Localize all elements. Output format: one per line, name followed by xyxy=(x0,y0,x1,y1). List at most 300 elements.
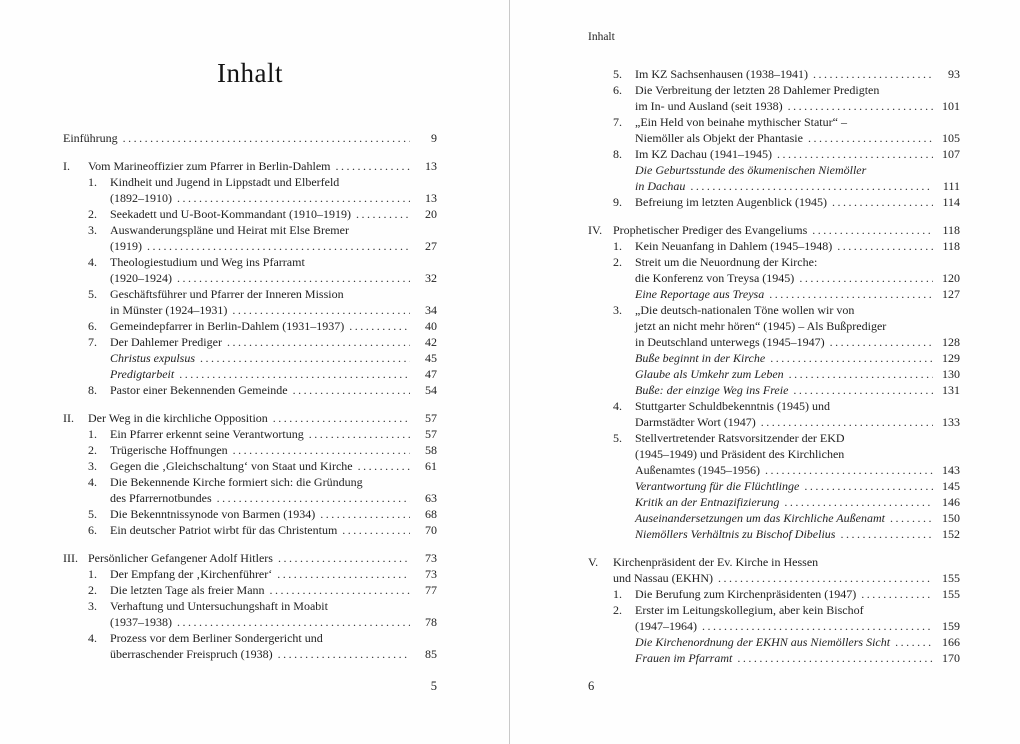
toc-entry-title: Niemöllers Verhältnis zu Bischof Dibelius xyxy=(635,527,836,541)
dot-leader xyxy=(320,506,410,522)
toc-entry-title: Verantwortung für die Flüchtlinge xyxy=(635,479,800,493)
toc-entries-right xyxy=(588,66,960,666)
toc-line xyxy=(635,66,960,82)
dot-leader xyxy=(227,334,410,350)
toc-line xyxy=(613,554,960,570)
toc-entry-title: überraschender Freispruch (1938) xyxy=(110,647,273,661)
toc-page-number: 73 xyxy=(425,551,437,565)
toc-entry xyxy=(63,334,437,350)
dot-leader xyxy=(799,270,933,286)
toc-line xyxy=(88,550,437,566)
toc-entry-number: 2. xyxy=(88,443,97,457)
toc-page-number: 114 xyxy=(942,195,960,209)
toc-entry xyxy=(63,130,437,146)
toc-entry-title: Persönlicher Gefangener Adolf Hitlers xyxy=(88,551,273,565)
toc-entry-title: Die Bekenntnissynode von Barmen (1934) xyxy=(110,507,316,521)
toc-entry-title: Prozess vor dem Berliner Sondergericht und xyxy=(110,631,323,645)
dot-leader xyxy=(861,586,933,602)
toc-page-number: 155 xyxy=(942,571,960,585)
dot-leader xyxy=(718,570,933,586)
toc-line xyxy=(635,446,960,462)
toc-entry xyxy=(63,426,437,442)
toc-entry-title: Verhaftung und Untersuchungshaft in Moabit xyxy=(110,599,328,613)
toc-entry-title: Die Geburtsstunde des ökumenischen Niemöller xyxy=(635,163,867,177)
toc-line xyxy=(110,238,437,254)
toc-entry-title: Im KZ Dachau (1941–1945) xyxy=(635,147,772,161)
toc-page-number: 57 xyxy=(425,411,437,425)
toc-line xyxy=(635,318,960,334)
toc-page-number: 47 xyxy=(425,367,437,381)
toc-page-number: 155 xyxy=(942,587,960,601)
toc-line xyxy=(635,586,960,602)
toc-line xyxy=(110,442,437,458)
toc-line xyxy=(635,526,960,542)
toc-entry xyxy=(588,146,960,162)
toc-page-number: 118 xyxy=(942,223,960,237)
toc-page-number: 107 xyxy=(942,147,960,161)
toc-entry xyxy=(63,318,437,334)
toc-entry-title: Pastor einer Bekennenden Gemeinde xyxy=(110,383,288,397)
toc-line xyxy=(88,158,437,174)
toc-entry-title: Die Verbreitung der letzten 28 Dahlemer Predigten xyxy=(635,83,880,97)
toc-entry xyxy=(588,602,960,634)
toc-page-number: 143 xyxy=(942,463,960,477)
toc-entry-number: 2. xyxy=(613,603,622,617)
dot-leader xyxy=(179,366,410,382)
toc-entry-title: Befreiung im letzten Augenblick (1945) xyxy=(635,195,827,209)
dot-leader xyxy=(356,206,410,222)
toc-line xyxy=(635,398,960,414)
toc-page-number: 101 xyxy=(942,99,960,113)
toc-line xyxy=(613,222,960,238)
toc-title: Inhalt xyxy=(217,58,283,88)
toc-entry-number: 3. xyxy=(613,303,622,317)
toc-entry-number: 5. xyxy=(613,431,622,445)
dot-leader xyxy=(761,414,933,430)
toc-line xyxy=(635,414,960,430)
toc-line xyxy=(635,494,960,510)
toc-entry-number: 1. xyxy=(88,567,97,581)
toc-line xyxy=(635,350,960,366)
toc-entry xyxy=(588,162,960,194)
toc-entry-title: „Die deutsch-nationalen Töne wollen wir von xyxy=(635,303,855,317)
toc-line xyxy=(110,270,437,286)
dot-leader xyxy=(895,634,933,650)
toc-entry-title: (1892–1910) xyxy=(110,191,172,205)
toc-line xyxy=(110,206,437,222)
toc-entry-number: 6. xyxy=(88,523,97,537)
toc-entry-title: Frauen im Pfarramt xyxy=(635,651,733,665)
toc-entry-number: III. xyxy=(63,551,78,565)
toc-entry-title: in Dachau xyxy=(635,179,686,193)
toc-entry-title: Vom Marineoffizier zum Pfarrer in Berlin-Dahlem xyxy=(88,159,331,173)
toc-page-number: 13 xyxy=(425,191,437,205)
toc-line xyxy=(635,194,960,210)
dot-leader xyxy=(789,366,933,382)
dot-leader xyxy=(788,98,933,114)
toc-entry-title: Kein Neuanfang in Dahlem (1945–1948) xyxy=(635,239,833,253)
toc-entry-title: die Konferenz von Treysa (1945) xyxy=(635,271,795,285)
dot-leader xyxy=(217,490,410,506)
toc-page-number: 145 xyxy=(942,479,960,493)
toc-entry xyxy=(63,566,437,582)
toc-line xyxy=(110,334,437,350)
toc-entry-number: 3. xyxy=(88,223,97,237)
toc-page-number: 130 xyxy=(942,367,960,381)
toc-entry-number: 2. xyxy=(88,207,97,221)
toc-entry-number: I. xyxy=(63,159,70,173)
toc-entry-title: in Münster (1924–1931) xyxy=(110,303,228,317)
toc-entry-title: Gegen die ‚Gleichschaltung‘ von Staat und Kirche xyxy=(110,459,353,473)
toc-line xyxy=(110,630,437,646)
toc-entry-title: (1947–1964) xyxy=(635,619,697,633)
toc-entry xyxy=(588,586,960,602)
toc-entry-title: Der Empfang der ‚Kirchenführer‘ xyxy=(110,567,273,581)
toc-entry-title: Geschäftsführer und Pfarrer der Inneren Mission xyxy=(110,287,344,301)
dot-leader xyxy=(273,410,410,426)
toc-entry xyxy=(63,458,437,474)
toc-entry-number: 2. xyxy=(613,255,622,269)
toc-page-number: 133 xyxy=(942,415,960,429)
dot-leader xyxy=(342,522,410,538)
toc-page-number: 127 xyxy=(942,287,960,301)
toc-entry xyxy=(588,302,960,350)
toc-line xyxy=(110,506,437,522)
toc-entry xyxy=(588,254,960,286)
toc-entry xyxy=(588,382,960,398)
toc-page-number: 166 xyxy=(942,635,960,649)
toc-entry-number: 8. xyxy=(613,147,622,161)
toc-entry-title: Streit um die Neuordnung der Kirche: xyxy=(635,255,818,269)
toc-entry-title: Glaube als Umkehr zum Leben xyxy=(635,367,784,381)
toc-entry-title: Prophetischer Prediger des Evangeliums xyxy=(613,223,808,237)
toc-page-number: 32 xyxy=(425,271,437,285)
toc-entry-number: V. xyxy=(588,555,599,569)
toc-entry xyxy=(588,114,960,146)
dot-leader xyxy=(293,382,410,398)
toc-entry xyxy=(588,554,960,586)
toc-line xyxy=(635,602,960,618)
toc-line xyxy=(635,254,960,270)
toc-page-number: 40 xyxy=(425,319,437,333)
toc-entry-title: Christus expulsus xyxy=(110,351,196,365)
toc-entry xyxy=(588,478,960,494)
toc-entry-number: 1. xyxy=(88,175,97,189)
toc-entry xyxy=(588,634,960,650)
toc-entry-title: im In- und Ausland (seit 1938) xyxy=(635,99,783,113)
toc-entry-title: Buße beginnt in der Kirche xyxy=(635,351,766,365)
toc-line xyxy=(635,82,960,98)
toc-line xyxy=(635,162,960,178)
toc-entry-title: Predigtarbeit xyxy=(110,367,175,381)
toc-line xyxy=(635,634,960,650)
dot-leader xyxy=(177,270,410,286)
toc-entry-number: 8. xyxy=(88,383,97,397)
toc-entry-title: Ein Pfarrer erkennt seine Verantwortung xyxy=(110,427,304,441)
toc-line xyxy=(110,174,437,190)
toc-line xyxy=(88,410,437,426)
toc-page-number: 27 xyxy=(425,239,437,253)
toc-page-number: 111 xyxy=(942,179,960,193)
toc-line xyxy=(635,178,960,194)
toc-entry-title: Auseinandersetzungen um das Kirchliche Außenamt xyxy=(635,511,885,525)
toc-page-number: 58 xyxy=(425,443,437,457)
toc-entry-title: Stuttgarter Schuldbekenntnis (1945) und xyxy=(635,399,830,413)
toc-entry-title: Im KZ Sachsenhausen (1938–1941) xyxy=(635,67,808,81)
toc-line xyxy=(635,130,960,146)
toc-entry-title: Stellvertretender Ratsvorsitzender der EKD xyxy=(635,431,845,445)
toc-entry-number: 9. xyxy=(613,195,622,209)
toc-entry-number: 4. xyxy=(613,399,622,413)
toc-line xyxy=(110,286,437,302)
toc-page-number: 150 xyxy=(942,511,960,525)
toc-entry xyxy=(63,506,437,522)
toc-page-number: 78 xyxy=(425,615,437,629)
toc-entry-title: Ein deutscher Patriot wirbt für das Christentum xyxy=(110,523,338,537)
dot-leader xyxy=(840,526,933,542)
toc-page-number: 9 xyxy=(431,131,437,145)
dot-leader xyxy=(278,646,410,662)
toc-entry-title: (1919) xyxy=(110,239,142,253)
toc-entry xyxy=(63,630,437,662)
toc-entry-title: in Deutschland unterwegs (1945–1947) xyxy=(635,335,825,349)
toc-entry-number: 5. xyxy=(88,507,97,521)
toc-line xyxy=(635,366,960,382)
toc-line xyxy=(635,238,960,254)
toc-entry-number: 4. xyxy=(88,475,97,489)
toc-entry xyxy=(588,286,960,302)
toc-line xyxy=(635,302,960,318)
toc-line xyxy=(635,334,960,350)
dot-leader xyxy=(335,158,410,174)
dot-leader xyxy=(837,238,933,254)
toc-page-number: 93 xyxy=(948,67,960,81)
toc-entry-title: Buße: der einzige Weg ins Freie xyxy=(635,383,789,397)
toc-entry xyxy=(63,158,437,174)
toc-entry xyxy=(63,254,437,286)
toc-entry-title: Die Bekennende Kirche formiert sich: die Gründung xyxy=(110,475,363,489)
dot-leader xyxy=(804,478,933,494)
toc-entry-number: II. xyxy=(63,411,74,425)
toc-entry xyxy=(63,410,437,426)
toc-page-number: 152 xyxy=(942,527,960,541)
dot-leader xyxy=(690,178,933,194)
toc-page-number: 13 xyxy=(425,159,437,173)
toc-entry-number: 5. xyxy=(88,287,97,301)
toc-line xyxy=(110,366,437,382)
toc-entry xyxy=(588,194,960,210)
toc-entry xyxy=(588,398,960,430)
toc-page-number: 128 xyxy=(942,335,960,349)
toc-entry-number: 5. xyxy=(613,67,622,81)
toc-line xyxy=(635,430,960,446)
toc-page-number: 45 xyxy=(425,351,437,365)
toc-entry-title: Außenamtes (1945–1956) xyxy=(635,463,760,477)
toc-page-number: 159 xyxy=(942,619,960,633)
toc-entry xyxy=(588,510,960,526)
dot-leader xyxy=(777,146,933,162)
toc-line xyxy=(635,286,960,302)
toc-entry-number: 1. xyxy=(613,587,622,601)
toc-line xyxy=(635,146,960,162)
toc-entry-title: Theologiestudium und Weg ins Pfarramt xyxy=(110,255,305,269)
toc-entry xyxy=(588,350,960,366)
dot-leader xyxy=(270,582,410,598)
toc-page-number: 77 xyxy=(425,583,437,597)
toc-page-number: 68 xyxy=(425,507,437,521)
toc-entry xyxy=(588,650,960,666)
toc-entry-number: 4. xyxy=(88,255,97,269)
toc-entry-title: Seekadett und U-Boot-Kommandant (1910–1919) xyxy=(110,207,351,221)
toc-entry xyxy=(63,582,437,598)
toc-entry-title: Eine Reportage aus Treysa xyxy=(635,287,765,301)
dot-leader xyxy=(177,190,410,206)
toc-page-number: 131 xyxy=(942,383,960,397)
toc-page-number: 118 xyxy=(942,239,960,253)
toc-entry xyxy=(63,206,437,222)
toc-page-number: 85 xyxy=(425,647,437,661)
toc-entry-number: 2. xyxy=(88,583,97,597)
dot-leader xyxy=(813,66,933,82)
toc-entry-title: (1937–1938) xyxy=(110,615,172,629)
dot-leader xyxy=(200,350,410,366)
toc-page-number: 63 xyxy=(425,491,437,505)
toc-entry xyxy=(63,442,437,458)
toc-entry-number: 3. xyxy=(88,599,97,613)
dot-leader xyxy=(309,426,410,442)
toc-line xyxy=(110,522,437,538)
toc-line xyxy=(635,98,960,114)
toc-entry-title: Erster im Leitungskollegium, aber kein Bischof xyxy=(635,603,864,617)
toc-line xyxy=(635,618,960,634)
toc-line xyxy=(110,458,437,474)
dot-leader xyxy=(890,510,933,526)
toc-line xyxy=(63,130,437,146)
dot-leader xyxy=(832,194,933,210)
toc-entry xyxy=(63,522,437,538)
dot-leader xyxy=(278,550,410,566)
toc-entry-title: Der Dahlemer Prediger xyxy=(110,335,222,349)
toc-entry xyxy=(63,286,437,318)
toc-entry xyxy=(63,382,437,398)
toc-entry xyxy=(588,222,960,238)
toc-entry-title: (1920–1924) xyxy=(110,271,172,285)
toc-page-number: 146 xyxy=(942,495,960,509)
toc-line xyxy=(110,646,437,662)
toc-page-number: 73 xyxy=(425,567,437,581)
toc-entry-title: Darmstädter Wort (1947) xyxy=(635,415,756,429)
toc-entry-title: Einführung xyxy=(63,131,118,145)
toc-line xyxy=(110,426,437,442)
toc-entry-title: Auswanderungspläne und Heirat mit Else Bremer xyxy=(110,223,349,237)
toc-page-number: 120 xyxy=(942,271,960,285)
toc-page-number: 129 xyxy=(942,351,960,365)
dot-leader xyxy=(177,614,410,630)
toc-entry-title: Gemeindepfarrer in Berlin-Dahlem (1931–1937) xyxy=(110,319,345,333)
page-number-left: 5 xyxy=(430,679,437,693)
dot-leader xyxy=(765,462,933,478)
page-right xyxy=(510,0,1020,744)
toc-entry xyxy=(63,366,437,382)
toc-line xyxy=(110,474,437,490)
toc-entry-title: Kritik an der Entnazifizierung xyxy=(635,495,780,509)
toc-entry-title: (1945–1949) und Präsident des Kirchlichen xyxy=(635,447,845,461)
dot-leader xyxy=(232,302,410,318)
toc-line xyxy=(635,270,960,286)
toc-entry xyxy=(588,526,960,542)
toc-entry-title: Kirchenpräsident der Ev. Kirche in Hessen xyxy=(613,555,819,569)
toc-entry-number: IV. xyxy=(588,223,603,237)
toc-line xyxy=(635,382,960,398)
toc-entry-title: Der Weg in die kirchliche Opposition xyxy=(88,411,268,425)
toc-entry-title: Niemöller als Objekt der Phantasie xyxy=(635,131,803,145)
dot-leader xyxy=(830,334,933,350)
toc-entry-number: 6. xyxy=(613,83,622,97)
toc-page-number: 57 xyxy=(425,427,437,441)
toc-line xyxy=(635,478,960,494)
toc-entry-title: Die Kirchenordnung der EKHN aus Niemöllers Sicht xyxy=(635,635,891,649)
toc-line xyxy=(110,566,437,582)
toc-entry-title: „Ein Held von beinahe mythischer Statur“ – xyxy=(635,115,847,129)
dot-leader xyxy=(147,238,410,254)
toc-page-number: 34 xyxy=(425,303,437,317)
toc-line xyxy=(110,254,437,270)
toc-entry xyxy=(63,174,437,206)
dot-leader xyxy=(349,318,410,334)
toc-entry-number: 1. xyxy=(88,427,97,441)
dot-leader xyxy=(277,566,410,582)
toc-entry xyxy=(588,238,960,254)
dot-leader xyxy=(702,618,933,634)
toc-entry-number: 4. xyxy=(88,631,97,645)
toc-line xyxy=(110,490,437,506)
toc-entry-title: und Nassau (EKHN) xyxy=(613,571,713,585)
toc-entry-number: 6. xyxy=(88,319,97,333)
toc-line xyxy=(110,190,437,206)
toc-entry xyxy=(63,222,437,254)
toc-entry xyxy=(63,474,437,506)
toc-entry xyxy=(63,598,437,630)
toc-page-number: 20 xyxy=(425,207,437,221)
toc-entry-number: 7. xyxy=(613,115,622,129)
toc-line xyxy=(635,114,960,130)
toc-page-number: 54 xyxy=(425,383,437,397)
toc-entry-number: 3. xyxy=(88,459,97,473)
dot-leader xyxy=(358,458,410,474)
page-number-right: 6 xyxy=(588,679,595,693)
toc-entry xyxy=(588,430,960,478)
toc-entry xyxy=(588,66,960,82)
toc-entry xyxy=(588,494,960,510)
toc-line xyxy=(110,350,437,366)
toc-entry xyxy=(63,350,437,366)
toc-line xyxy=(613,570,960,586)
dot-leader xyxy=(793,382,933,398)
toc-line xyxy=(635,650,960,666)
toc-line xyxy=(635,510,960,526)
toc-line xyxy=(110,302,437,318)
toc-line xyxy=(110,382,437,398)
dot-leader xyxy=(784,494,933,510)
toc-entry-title: jetzt an nicht mehr hören“ (1945) – Als Bußprediger xyxy=(635,319,887,333)
toc-line xyxy=(110,598,437,614)
toc-entry-number: 7. xyxy=(88,335,97,349)
toc-entry-title: Die letzten Tage als freier Mann xyxy=(110,583,265,597)
toc-entry xyxy=(588,366,960,382)
toc-page-number: 170 xyxy=(942,651,960,665)
toc-line xyxy=(110,614,437,630)
toc-entry xyxy=(588,82,960,114)
